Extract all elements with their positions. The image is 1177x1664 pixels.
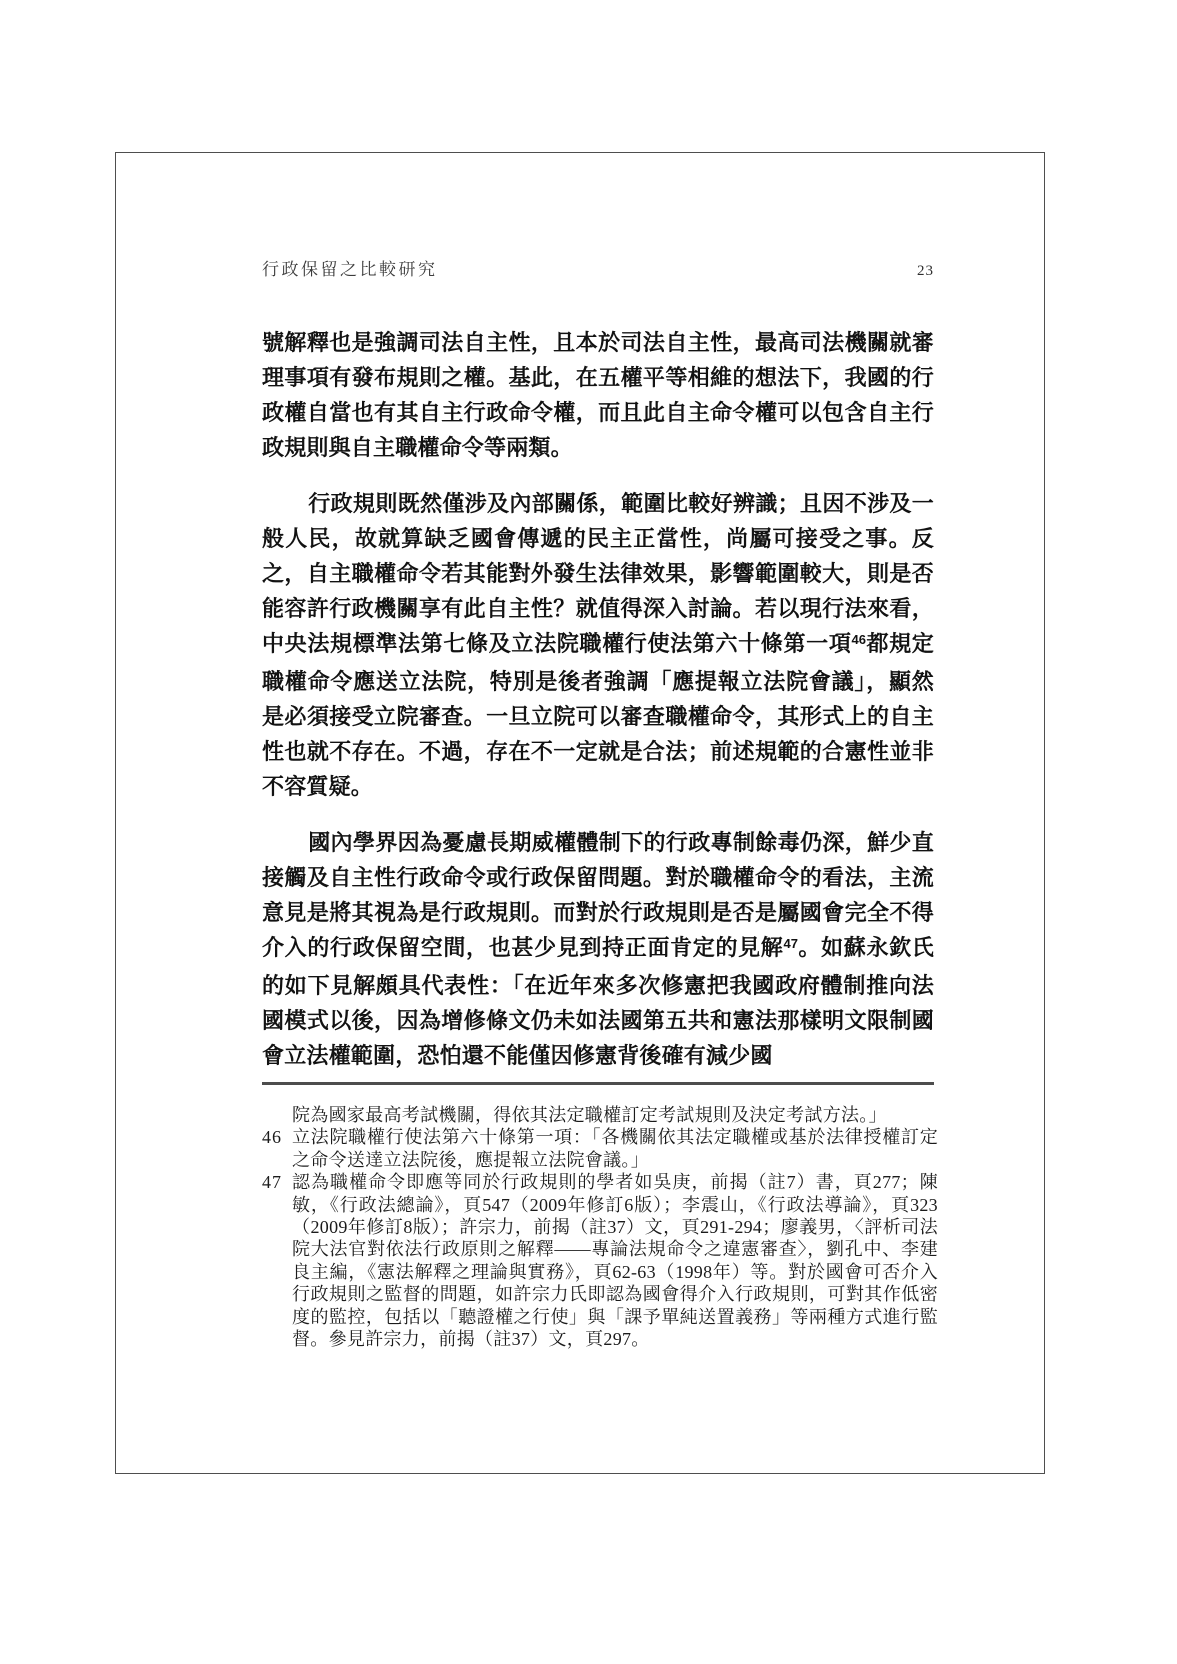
footnote-separator-rule: [262, 1082, 934, 1085]
footnote-number: 46: [262, 1127, 282, 1148]
paragraph-2: [262, 486, 934, 804]
footnote-number: 47: [262, 1172, 282, 1193]
page-border: [115, 152, 1045, 1474]
footnote-47: [262, 1171, 938, 1350]
paragraph-continuation-text: 號解釋也是強調司法自主性，且本於司法自主性，最高司法機關就審理事項有發布規則之權。基此，在五權平等相維的想法下，我國的行政權自當也有其自主行政命令權，而且此自主命令權可以包含自主行政規則與自主職權命令等兩類。: [262, 330, 934, 460]
footnote-marker-47: 47: [783, 935, 798, 951]
page-header: [262, 255, 934, 280]
footnote-text: 院為國家最高考試機關，得依其法定職權訂定考試規則及決定考試方法。」: [292, 1105, 887, 1125]
paragraph-2-text-b: 都規定職權命令應送立法院，特別是後者強調「應提報立法院會議」，顯然是必須接受立院審查。一旦立院可以審查職權命令，其形式上的自主性也就不存在。不過，存在不一定就是合法；前述規範的合憲性並非不容質疑。: [262, 631, 935, 799]
paragraph-3-text-b: 。如蘇永欽氏的如下見解頗具代表性：「在近年來多次修憲把我國政府體制推向法國模式以後，因為增修條文仍未如法國第五共和憲法那樣明文限制國會立法權範圍，恐怕還不能僅因修憲背後確有減少國: [262, 935, 934, 1068]
footnote-text: 認為職權命令即應等同於行政規則的學者如吳庚，前揭（註7）書，頁277；陳敏，《行政法總論》，頁547（2009年修訂6版）；李震山，《行政法導論》，頁323（2009年修訂8版）；許宗力，前揭（註37）文，頁291-294；廖義男，〈評析司法院大法官對依法行政原則之解釋——專論法規命令之違憲審查〉，劉孔中、李建良主編，《憲法解釋之理論與實務》，頁62-63（1998年）等。對於國會可否介入行政規則之監督的問題，如許宗力氏即認為國會得介入行政規則，可對其作低密度的監控，包括以「聽證權之行使」與「課予單純送置義務」等兩種方式進行監督。參見許宗力，前揭（註37）文，頁297。: [292, 1172, 938, 1350]
paragraph-3-text-a: 國內學界因為憂慮長期威權體制下的行政專制餘毒仍深，鮮少直接觸及自主性行政命令或行政保留問題。對於職權命令的看法，主流意見是將其視為是行政規則。而對於行政規則是否是屬國會完全不得介入的行政保留空間，也甚少見到持正面肯定的見解: [262, 830, 934, 960]
paragraph-continuation: [262, 325, 934, 465]
footnote-45-continuation: [262, 1104, 938, 1126]
footnotes-block: [262, 1104, 938, 1350]
footnote-46: [262, 1126, 938, 1171]
page-number: 23: [917, 263, 934, 279]
paragraph-2-text-a: 行政規則既然僅涉及內部關係，範圍比較好辨識；且因不涉及一般人民，故就算缺乏國會傳遞的民主正當性，尚屬可接受之事。反之，自主職權命令若其能對外發生法律效果，影響範圍較大，則是否能容許行政機關享有此自主性？就值得深入討論。若以現行法來看，中央法規標準法第七條及立法院職權行使法第六十條第一項: [262, 491, 934, 656]
body-text-block: [262, 325, 934, 1073]
running-title: 行政保留之比較研究: [262, 260, 438, 279]
footnote-marker-46: 46: [851, 631, 866, 647]
footnote-text: 立法院職權行使法第六十條第一項：「各機關依其法定職權或基於法律授權訂定之命令送達立法院後，應提報立法院會議。」: [292, 1127, 938, 1170]
paragraph-3: [262, 825, 934, 1073]
